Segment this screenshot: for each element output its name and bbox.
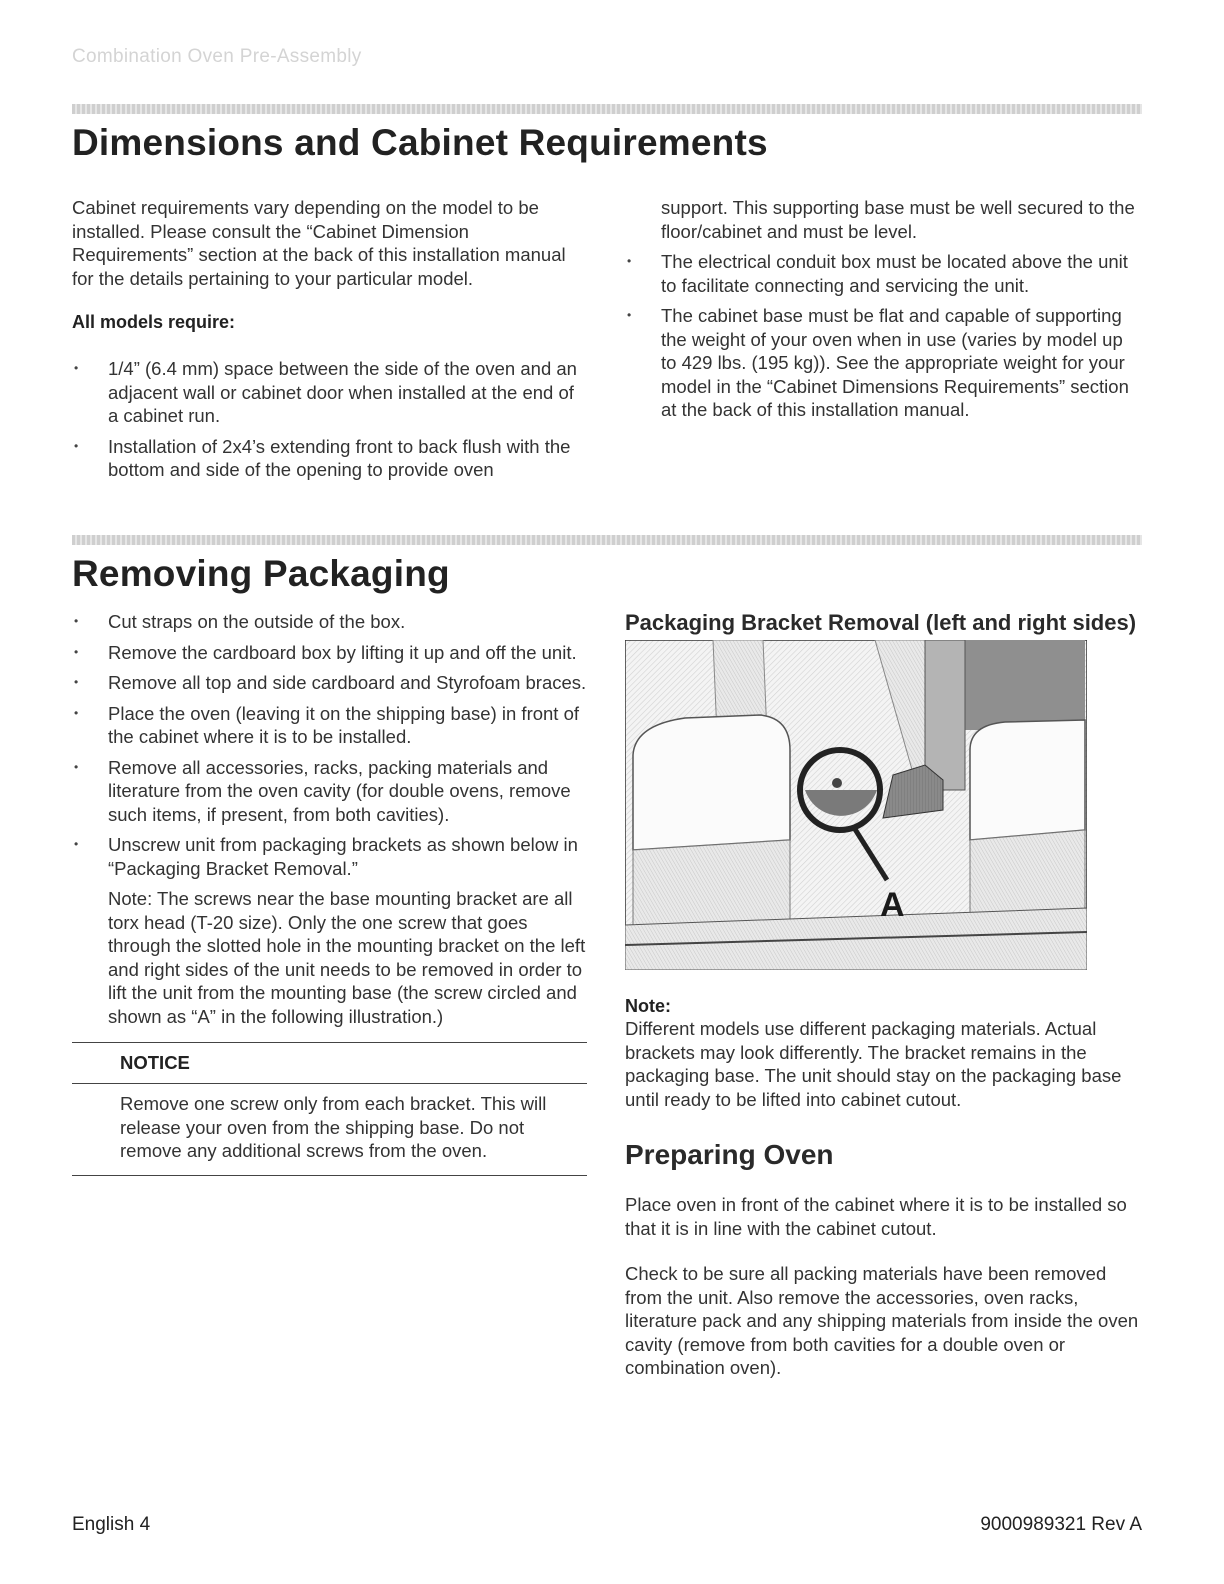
right-column-packaging (625, 610, 1140, 1380)
intro-paragraph: Cabinet requirements vary depending on the model to be installed. Please consult the “Cabinet Dimension Requirements” section at the back of this installation manual for the details pertaining to your particular model. (72, 197, 566, 289)
list-item: • Remove the cardboard box by lifting it up and off the unit. (72, 641, 587, 665)
bracket-removal-illustration (625, 640, 1087, 970)
bracket-note-label: Note: (625, 996, 671, 1016)
list-item: • The cabinet base must be flat and capable of supporting the weight of your oven when in use (varies by model up to 429 lbs. (195 kg)). See the appropriate weight for your model in the “Cabinet Dimensions Requirements” section at the back of this installation manual. (625, 304, 1140, 422)
list-item: • Place the oven (leaving it on the shipping base) in front of the cabinet where it is to be installed. (72, 702, 587, 749)
list-item: • Remove all accessories, racks, packing materials and literature from the oven cavity (for double ovens, remove such items, if present, from both cavities). (72, 756, 587, 827)
list-item: • Remove all top and side cardboard and Styrofoam braces. (72, 671, 587, 695)
list-item: • 1/4” (6.4 mm) space between the side of the oven and an adjacent wall or cabinet door when installed at the end of a cabinet run. (72, 357, 587, 428)
section-title-removing-packaging: Removing Packaging (72, 553, 450, 594)
bracket-note-text: Different models use different packaging materials. Actual brackets may look differently. The bracket remains in the packaging base. The unit should stay on the packaging base until ready to be lifted into cabinet cutout. (625, 1018, 1122, 1110)
footer-document-id: 9000989321 Rev A (980, 1514, 1142, 1535)
notice-title: NOTICE (72, 1043, 587, 1084)
left-column-dimensions (72, 196, 587, 489)
section-divider (72, 535, 1142, 545)
requirements-list-left (72, 357, 587, 482)
section-divider (72, 104, 1142, 114)
section-title-dimensions: Dimensions and Cabinet Requirements (72, 122, 768, 163)
footer-page-number: English 4 (72, 1514, 151, 1535)
list-item: • Unscrew unit from packaging brackets as shown below in “Packaging Bracket Removal.” (72, 833, 587, 880)
bracket-removal-heading: Packaging Bracket Removal (left and right sides) (625, 610, 1137, 635)
preparing-oven-heading: Preparing Oven (625, 1139, 834, 1170)
list-item: • The electrical conduit box must be located above the unit to facilitate connecting and servicing the unit. (625, 250, 1140, 297)
continued-text: support. This supporting base must be well secured to the floor/cabinet and must be level. (661, 197, 1135, 242)
preparing-paragraph-1: Place oven in front of the cabinet where it is to be installed so that it is in line with the cabinet cutout. (625, 1194, 1127, 1239)
preparing-paragraph-2: Check to be sure all packing materials have been removed from the unit. Also remove the accessories, oven racks, literature pack and any shipping materials from inside the oven cavity (remove from both cavities for a double oven or combination oven). (625, 1263, 1139, 1378)
left-column-packaging (72, 610, 587, 1176)
list-item: • Installation of 2x4’s extending front to back flush with the bottom and side of the opening to provide oven (72, 435, 587, 482)
requirements-list-right (625, 250, 1140, 422)
notice-text: Remove one screw only from each bracket. This will release your oven from the shipping base. Do not remove any additional screws from the oven. (120, 1093, 547, 1161)
subheading-all-models: All models require: (72, 312, 236, 332)
callout-label-a: A (880, 886, 905, 924)
notice-box (72, 1042, 587, 1176)
running-header: Combination Oven Pre-Assembly (72, 46, 362, 67)
list-item: • Cut straps on the outside of the box. (72, 610, 587, 634)
right-column-dimensions (625, 196, 1140, 429)
torx-note: Note: The screws near the base mounting bracket are all torx head (T-20 size). Only the one screw that goes through the slotted hole in the mounting bracket on the left and right sides of the unit needs to be removed in order to lift the unit from the mounting base (the screw circled and shown as “A” in the following illustration.) (108, 888, 586, 1027)
packaging-steps-list (72, 610, 587, 880)
